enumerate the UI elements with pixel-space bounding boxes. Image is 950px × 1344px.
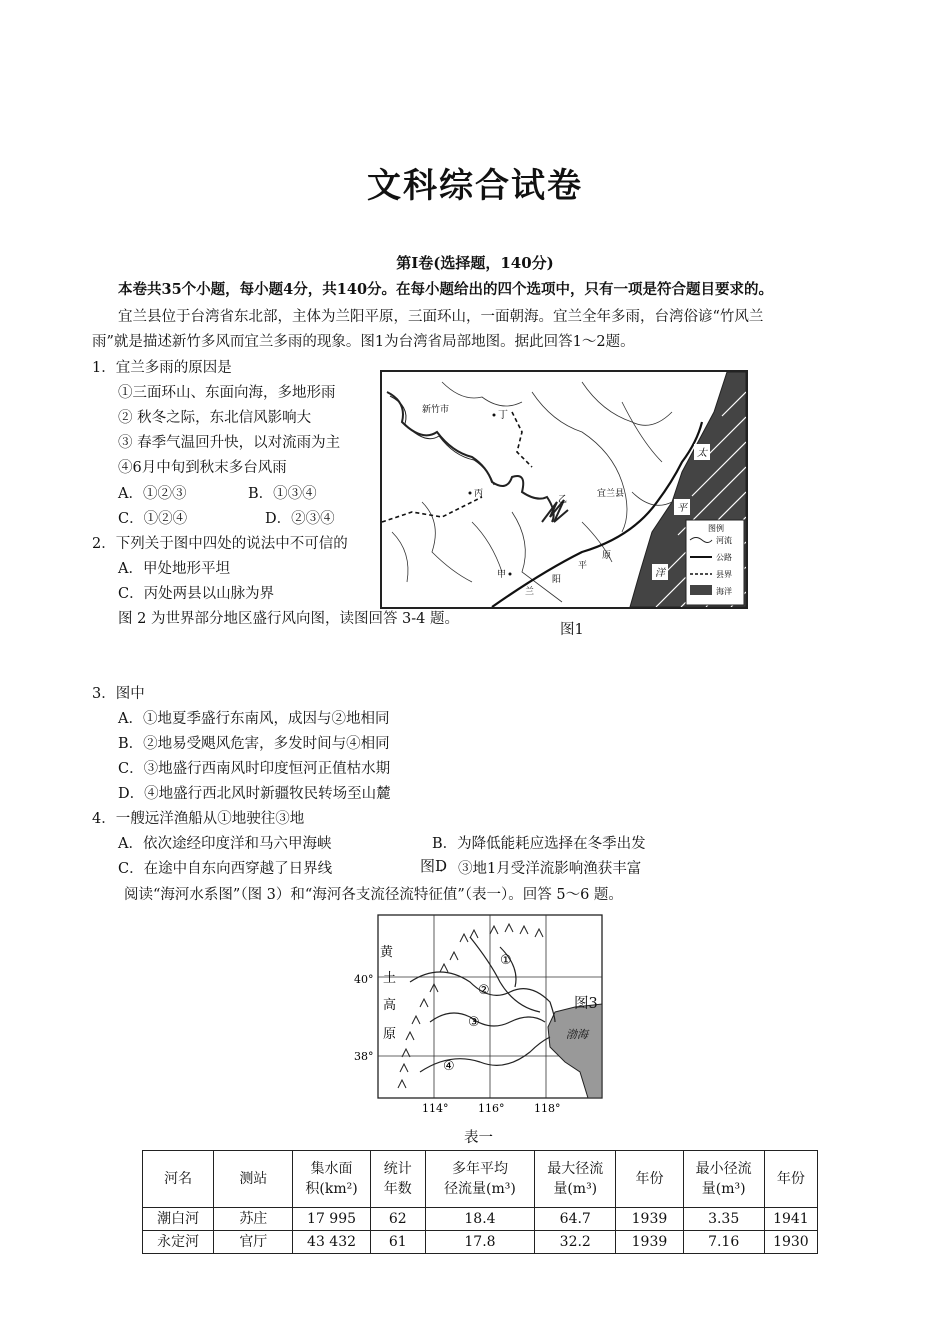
label-tai: 太 xyxy=(697,448,707,459)
fig2-note: 图 2 为世界部分地区盛行风向图，读图回答 3-4 题。 xyxy=(118,611,460,627)
fig1-caption: 图1 xyxy=(560,622,584,638)
label-ping: 平 xyxy=(578,561,588,571)
label-yuan: 原 xyxy=(602,551,612,561)
q3-option-a: A．①地夏季盛行东南风，成因与②地相同 xyxy=(118,711,390,727)
table-cell: 43 432 xyxy=(293,1231,370,1254)
table-cell: 17 995 xyxy=(293,1208,370,1231)
q2-option-c: C．丙处两县以山脉为界 xyxy=(118,586,275,602)
fig3-gao: 高 xyxy=(383,998,397,1013)
q3-stem: 3．图中 xyxy=(92,686,145,702)
rivers-minor xyxy=(392,382,672,602)
passage1-line2: 雨”就是描述新竹多风而宜兰多雨的现象。图1为台湾省局部地图。据此回答1～2题。 xyxy=(92,334,635,350)
passage2: 阅读“海河水系图”（图 3）和“海河各支流径流特征值”（表一）。回答 5～6 题。 xyxy=(124,887,623,903)
label-ping2: 平 xyxy=(677,503,687,514)
q4-d-overlap-prefix: 图D． xyxy=(420,857,447,875)
fig3-circle4: ④ xyxy=(443,1059,455,1074)
q1-option-a: A．①②③ xyxy=(118,486,187,502)
table-cell: 1939 xyxy=(616,1208,683,1231)
label-yang2: 洋 xyxy=(655,568,665,579)
legend-title: 图例 xyxy=(708,524,724,533)
table-cell: 64.7 xyxy=(535,1208,616,1231)
label-yang: 阳 xyxy=(552,575,562,585)
q3-option-b: B．②地易受飓风危害，多发时间与④相同 xyxy=(118,736,390,752)
fig3-circle1: ① xyxy=(500,953,512,968)
table-cell: 1941 xyxy=(764,1208,817,1231)
th-mean-runoff: 多年平均 径流量(m³) xyxy=(425,1151,534,1208)
q4-stem: 4．一艘远洋渔船从①地驶往③地 xyxy=(92,811,305,827)
fig3-circle2: ② xyxy=(478,983,490,998)
label-jia: 甲 xyxy=(497,570,507,580)
fig3-circle3: ③ xyxy=(468,1015,480,1030)
section-heading: 第Ⅰ卷(选择题，140分) xyxy=(396,254,554,272)
label-lan: 兰 xyxy=(525,587,535,597)
page-title: 文科综合试卷 xyxy=(367,166,583,206)
figure1-map xyxy=(380,370,748,609)
runoff-table xyxy=(142,1150,818,1254)
th-max-runoff: 最大径流 量(m³) xyxy=(535,1151,616,1208)
fig3-lon114: 114° xyxy=(422,1102,449,1115)
fig3-lon118: 118° xyxy=(534,1102,561,1115)
table-row xyxy=(143,1231,818,1254)
legend-boundary: 县界 xyxy=(716,570,732,579)
q3-option-d: D．④地盛行西北风时新疆牧民转场至山麓 xyxy=(118,786,391,802)
figure1-map-svg xyxy=(382,372,746,607)
table-cell: 17.8 xyxy=(425,1231,534,1254)
figure3-map xyxy=(340,912,630,1117)
q1-item-2: ② 秋冬之际，东北信风影响大 xyxy=(118,410,312,426)
table-cell: 3.35 xyxy=(683,1208,764,1231)
th-min-runoff: 最小径流 量(m³) xyxy=(683,1151,764,1208)
county-boundary xyxy=(382,412,532,522)
label-yilan: 宜兰县 xyxy=(597,489,625,499)
table-row xyxy=(143,1208,818,1231)
q4-option-c: C．在途中自东向西穿越了日界线 xyxy=(118,861,333,877)
q4-option-d: ③地1月受洋流影响渔获丰富 xyxy=(458,861,642,877)
q1-stem: 1．宜兰多雨的原因是 xyxy=(92,360,232,376)
passage1-line1: 宜兰县位于台湾省东北部，主体为兰阳平原，三面环山，一面朝海。宜兰全年多雨，台湾俗谚“竹风兰 xyxy=(118,309,764,325)
q1-option-b: B．①③④ xyxy=(248,486,317,502)
fig3-lon116: 116° xyxy=(478,1102,505,1115)
table-cell: 32.2 xyxy=(535,1231,616,1254)
q4-option-a: A．依次途经印度洋和马六甲海峡 xyxy=(118,836,332,852)
legend-ocean: 海洋 xyxy=(716,587,732,596)
fig3-lat40: 40° xyxy=(354,973,374,986)
fig3-caption: 图3 xyxy=(574,996,598,1012)
th-max-year: 年份 xyxy=(616,1151,683,1208)
label-xinzhu: 新竹市 xyxy=(422,405,450,415)
fig3-yuan: 原 xyxy=(383,1027,397,1042)
instructions: 本卷共35个小题，每小题4分，共140分。在每小题给出的四个选项中，只有一项是符合题目要求的。 xyxy=(118,281,774,298)
table-cell: 苏庄 xyxy=(214,1208,293,1231)
table-cell: 官厅 xyxy=(214,1231,293,1254)
q1-option-d: D．②③④ xyxy=(265,511,335,527)
table-cell: 潮白河 xyxy=(143,1208,214,1231)
q3-option-c: C．③地盛行西南风时印度恒河正值枯水期 xyxy=(118,761,391,777)
th-min-year: 年份 xyxy=(764,1151,817,1208)
table-caption: 表一 xyxy=(464,1130,493,1146)
table-cell: 1930 xyxy=(764,1231,817,1254)
label-ding: 丁 xyxy=(498,410,508,421)
table-cell: 62 xyxy=(370,1208,425,1231)
fig3-lat38: 38° xyxy=(354,1050,374,1063)
q1-item-4: ④6月中旬到秋末多台风雨 xyxy=(118,460,287,476)
label-yi: 乙 xyxy=(558,495,568,505)
table-cell: 7.16 xyxy=(683,1231,764,1254)
label-bing: 丙 xyxy=(474,489,484,499)
fig3-huang: 黄 xyxy=(380,945,394,960)
table-cell: 18.4 xyxy=(425,1208,534,1231)
legend-river: 河流 xyxy=(716,536,732,545)
table-header-row xyxy=(143,1151,818,1208)
th-years: 统计 年数 xyxy=(370,1151,425,1208)
fig3-tu: 土 xyxy=(383,971,397,986)
q4-option-b: B．为降低能耗应选择在冬季出发 xyxy=(432,836,646,852)
table-cell: 1939 xyxy=(616,1231,683,1254)
table-cell: 永定河 xyxy=(143,1231,214,1254)
q2-stem: 2．下列关于图中四处的说法中不可信的 xyxy=(92,536,348,552)
fig1-legend xyxy=(686,520,744,605)
legend-road: 公路 xyxy=(716,553,732,562)
q1-item-1: ①三面环山、东面向海，多地形雨 xyxy=(118,385,336,401)
q2-option-a: A．甲处地形平坦 xyxy=(118,561,230,577)
th-area: 集水面 积(km²) xyxy=(293,1151,370,1208)
th-station: 测站 xyxy=(214,1151,293,1208)
q1-option-c: C．①②④ xyxy=(118,511,188,527)
q1-item-3: ③ 春季气温回升快，以对流雨为主 xyxy=(118,435,341,451)
th-river: 河名 xyxy=(143,1151,214,1208)
table-cell: 61 xyxy=(370,1231,425,1254)
fig3-bohai: 渤海 xyxy=(566,1028,588,1041)
figure3-map-svg xyxy=(340,912,630,1117)
